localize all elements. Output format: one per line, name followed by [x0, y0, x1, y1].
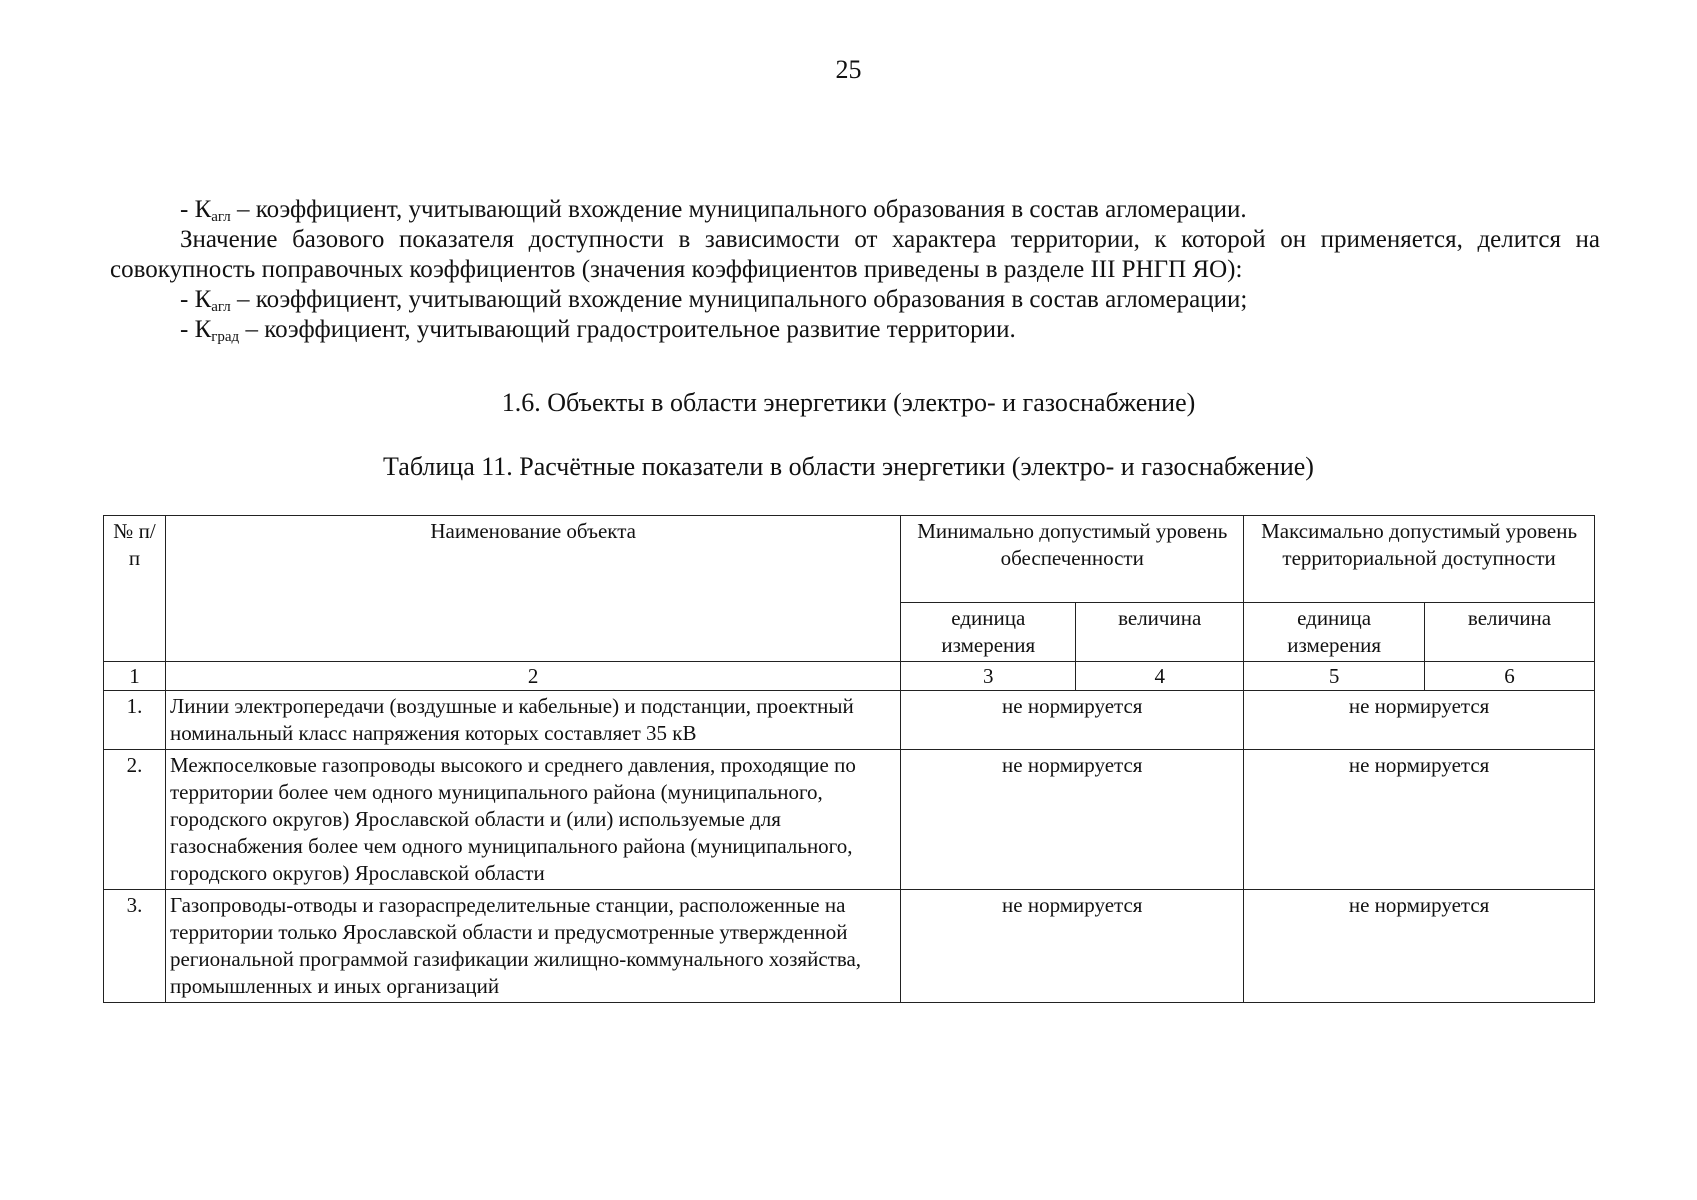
table-caption: Таблица 11. Расчётные показатели в области энергетики (электро- и газоснабжение)	[383, 452, 1314, 481]
row-max-level: не нормируется	[1244, 890, 1595, 1003]
column-number: 6	[1425, 662, 1595, 691]
row-min-level: не нормируется	[901, 691, 1244, 750]
row-object-name: Газопроводы-отводы и газораспределительные станции, расположенные на территории только Ярославской области и предусмотренные утвержденной региональной программой газификации жилищно-коммунального хозяйства, промышленных и иных организаций	[165, 890, 900, 1003]
k-description: – коэффициент, учитывающий вхождение муниципального образования в состав агломерации;	[230, 286, 1248, 313]
table-row	[104, 890, 1595, 1003]
table-row	[104, 750, 1595, 890]
column-number: 3	[901, 662, 1076, 691]
header-min-value: величина	[1076, 603, 1244, 662]
intro-line-k-grad	[110, 315, 1670, 345]
column-number: 1	[104, 662, 166, 691]
row-object-name: Линии электропередачи (воздушные и кабельные) и подстанции, проектный номинальный класс напряжения которых составляет 35 кВ	[165, 691, 900, 750]
k-description: – коэффициент, учитывающий градостроительное развитие территории.	[239, 316, 1016, 343]
row-max-level: не нормируется	[1244, 691, 1595, 750]
k-symbol: - К	[180, 316, 212, 343]
k-symbol: - К	[180, 196, 212, 223]
k-description: – коэффициент, учитывающий вхождение муниципального образования в состав агломерации.	[230, 196, 1247, 223]
table-row	[104, 691, 1595, 750]
row-number: 1.	[104, 691, 166, 750]
header-max-value: величина	[1425, 603, 1595, 662]
intro-paragraph: Значение базового показателя доступности в зависимости от характера территории, к которой он применяется, делится на совокупность поправочных коэффициентов (значения коэффициентов приведены в разделе III РНГП ЯО):	[110, 226, 1600, 283]
k-subscript: град	[211, 329, 240, 345]
column-number: 2	[165, 662, 900, 691]
page-number: 25	[835, 55, 862, 84]
header-max-group: Максимально допустимый уровень территориальной доступности	[1244, 516, 1595, 603]
row-min-level: не нормируется	[901, 890, 1244, 1003]
intro-line-k-agl-2	[110, 285, 1670, 315]
intro-line-k-agl-1	[110, 195, 1670, 225]
column-number: 4	[1076, 662, 1244, 691]
indicators-table	[103, 515, 1595, 1003]
header-min-group: Минимально допустимый уровень обеспеченности	[901, 516, 1244, 603]
column-number-row	[104, 662, 1595, 691]
header-min-unit: единица измерения	[901, 603, 1076, 662]
row-min-level: не нормируется	[901, 750, 1244, 890]
section-heading: 1.6. Объекты в области энергетики (электро- и газоснабжение)	[501, 388, 1196, 417]
row-number: 2.	[104, 750, 166, 890]
k-subscript: агл	[211, 299, 231, 315]
header-num: № п/п	[104, 516, 166, 662]
row-max-level: не нормируется	[1244, 750, 1595, 890]
k-symbol: - К	[180, 286, 212, 313]
header-max-unit: единица измерения	[1244, 603, 1425, 662]
k-subscript: агл	[211, 209, 231, 225]
column-number: 5	[1244, 662, 1425, 691]
header-name: Наименование объекта	[165, 516, 900, 662]
row-object-name: Межпоселковые газопроводы высокого и среднего давления, проходящие по территории более чем одного муниципального района (муниципального, городского округов) Ярославской области и (или) используемые для газоснабжения более чем одного муниципального района (муниципального, городского округов) Ярославской области	[165, 750, 900, 890]
row-number: 3.	[104, 890, 166, 1003]
table-header-row	[104, 516, 1595, 603]
